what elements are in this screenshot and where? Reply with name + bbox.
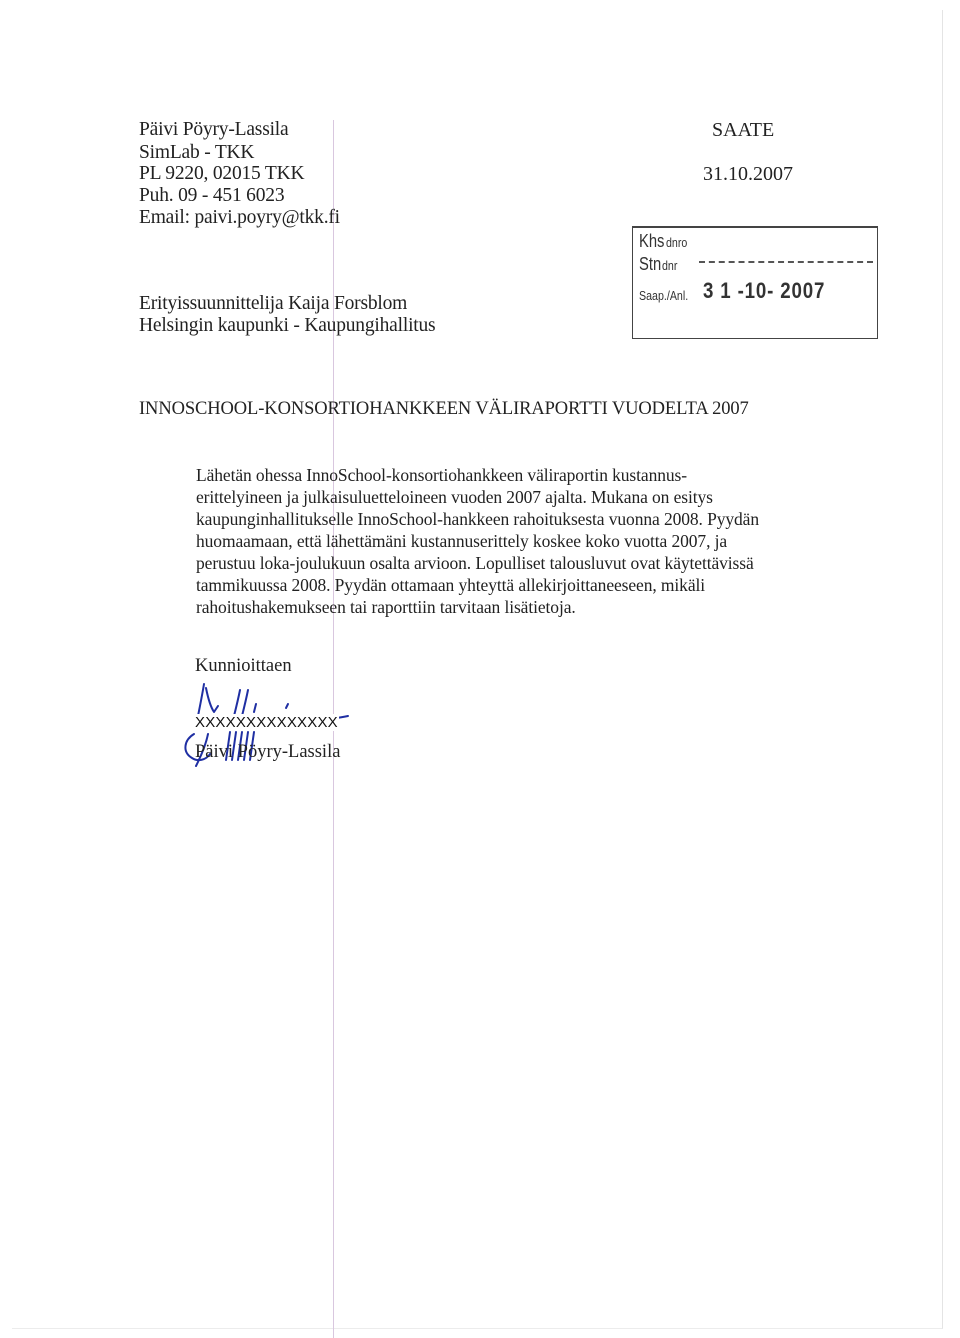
stamp-khs-sub: dnro <box>666 235 688 250</box>
body-line: perustuu loka-joulukuun osalta arvioon. Lopulliset talousluvut ovat käytettävissä <box>196 553 754 573</box>
recipient-title-name: Erityissuunnittelija Kaija Forsblom <box>139 293 408 314</box>
body-line: kaupunginhallitukselle InnoSchool-hankkeen rahoituksesta vuonna 2008. Pyydän <box>196 509 759 529</box>
received-stamp <box>632 226 878 339</box>
signer-name: Päivi Pöyry-Lassila <box>195 742 341 762</box>
document-date: 31.10.2007 <box>703 163 793 185</box>
recipient-organization: Helsingin kaupunki - Kaupungihallitus <box>139 315 436 336</box>
stamp-stn-sub: dnr <box>662 258 678 273</box>
stamp-dashed-line <box>699 261 873 263</box>
letter-heading: INNOSCHOOL-KONSORTIOHANKKEEN VÄLIRAPORTTI VUODELTA 2007 <box>139 399 749 419</box>
sender-email: Email: paivi.poyry@tkk.fi <box>139 207 340 228</box>
document-type: SAATE <box>712 119 775 141</box>
body-line: huomaamaan, että lähettämäni kustannuserittely koskee koko vuotta 2007, ja <box>196 531 728 551</box>
stamp-stn-label: Stn <box>639 254 662 274</box>
sender-org: SimLab - TKK <box>139 142 255 163</box>
stamp-received-date: 3 1 -10- 2007 <box>703 278 826 303</box>
body-line: tammikuussa 2008. Pyydän ottamaan yhteyttä allekirjoittaneeseen, mikäli <box>196 575 706 595</box>
redacted-signature: XXXXXXXXXXXXXX <box>195 714 338 731</box>
closing-salutation: Kunnioittaen <box>195 656 292 676</box>
body-line: Lähetän ohessa InnoSchool-konsortiohankkeen väliraportin kustannus- <box>196 465 687 485</box>
sender-address: PL 9220, 02015 TKK <box>139 163 305 184</box>
sender-name: Päivi Pöyry-Lassila <box>139 119 289 140</box>
stamp-saap-label: Saap./Anl. <box>639 288 689 303</box>
body-line: rahoitushakemukseen tai raporttiin tarvitaan lisätietoja. <box>196 597 576 617</box>
stamp-khs-row <box>639 231 692 252</box>
stamp-khs-label: Khs <box>639 231 665 251</box>
body-line: erittelyineen ja julkaisuluetteloineen vuoden 2007 ajalta. Mukana on esitys <box>196 487 713 507</box>
sender-phone: Puh. 09 - 451 6023 <box>139 185 285 206</box>
stamp-stn-row <box>639 254 681 275</box>
